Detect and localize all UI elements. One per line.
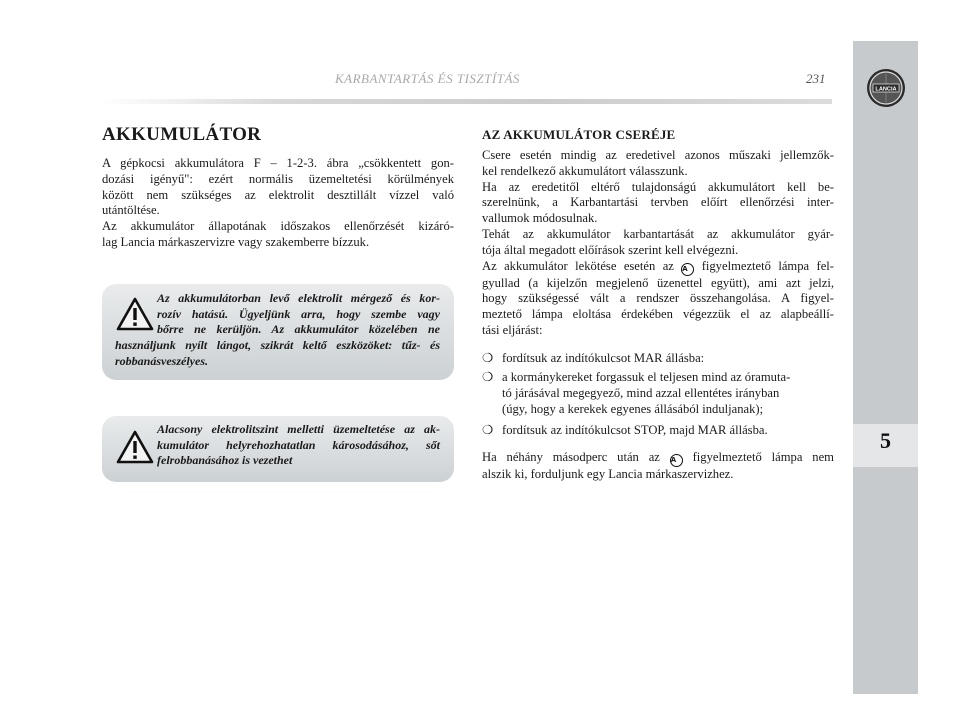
chapter-sidebar	[853, 41, 918, 694]
body-line: hogy szükségessé vált a rendszer összehangolása. A figyel-	[482, 291, 834, 306]
warning-box-electrolyte	[102, 284, 454, 380]
final-text-before: Ha néhány másodperc után az	[482, 450, 670, 464]
header-rule	[102, 99, 832, 104]
final-line-2: alszik ki, forduljunk egy Lancia márkaszervizhez.	[482, 467, 734, 481]
intro-line: között nem szükséges az elektrolit desztillált vízzel való	[102, 187, 454, 202]
body-line: Tehát az akkumulátor karbantartását az akkumulátor gyár-	[482, 226, 834, 241]
warning-line: felrobbanásához is vezethet	[157, 453, 293, 468]
body-line: Csere esetén mindig az eredetivel azonos műszaki jellemzők-	[482, 148, 834, 162]
warning-triangle-icon	[116, 430, 154, 464]
body-line: vallumok módosulnak.	[482, 211, 598, 226]
intro-line: dozási igényű": ezért normális üzemeltetési körülmények	[102, 171, 454, 186]
replacement-paragraph	[482, 148, 834, 339]
intro-line: A gépkocsi akkumulátora F – 1-2-3. ábra „csökkentett gon-	[102, 156, 454, 170]
lancia-logo-icon	[866, 68, 906, 108]
bullet-circle-icon: ❍	[482, 370, 494, 384]
warning-line: kumulátor helyrehozhatatlan károsodásához, sőt	[157, 437, 440, 452]
warning-line: robbanásveszélyes.	[115, 353, 208, 368]
intro-line: Az akkumulátor állapotának időszakos ellenőrzését kizáró-	[102, 219, 454, 234]
body-line: tója által megadott előírások szerint kell elvégezni.	[482, 242, 739, 257]
power-steering-warning-icon: A	[670, 454, 683, 467]
body-line: szerelnünk, a Karbantartási tervben előírt ellenőrzési inter-	[482, 195, 834, 210]
warning-line: bőrre ne kerüljön. Az akkumulátor közelében ne	[157, 322, 440, 337]
bullet-text: fordítsuk az indítókulcsot STOP, majd MAR állásba.	[502, 423, 768, 437]
bullet-text: a kormánykereket forgassuk el teljesen mind az óramuta- tó járásával megegyező, mind azzal ellentétes irányban (úgy, hogy a kerekek egyenes állásából induljanak);	[502, 370, 791, 416]
intro-line: utántöltése.	[102, 203, 160, 218]
list-item	[482, 370, 834, 418]
warning-triangle-icon	[116, 297, 154, 331]
bullet-circle-icon: ❍	[482, 351, 494, 365]
warning-line: rozív hatású. Ügyeljünk arra, hogy szembe vagy	[157, 306, 440, 321]
logo-text: LANCIA	[875, 86, 897, 93]
warning-line: Alacsony elektrolitszint melletti üzemeltetése az ak-	[157, 422, 440, 436]
warning-line: Az akkumulátorban levő elektrolit mérgező és kor-	[157, 291, 440, 305]
list-item	[482, 423, 834, 439]
body-line: kel rendelkező akkumulátort válasszunk.	[482, 163, 688, 178]
body-line: Ha az eredetitől eltérő tulajdonságú akkumulátort kell be-	[482, 179, 834, 194]
list-item	[482, 351, 834, 367]
power-steering-warning-icon: A	[681, 263, 694, 276]
lamp-text-before: Az akkumulátor lekötése esetén az	[482, 258, 682, 273]
final-paragraph	[482, 450, 834, 483]
body-line: tási eljárást:	[482, 322, 543, 337]
section-title: AKKUMULÁTOR	[102, 124, 262, 145]
intro-paragraph	[102, 156, 454, 251]
lamp-line	[482, 259, 834, 276]
body-line: gyullad (a kijelzőn megjelenő üzenettel együtt), ami azt jelzi,	[482, 275, 834, 290]
bullet-circle-icon: ❍	[482, 423, 494, 437]
chapter-number: 5	[880, 428, 891, 453]
warning-line: használjunk nyílt lángot, szikrát keltő eszközöket: tűz- és	[115, 338, 440, 352]
body-line: meztető lámpa eloltása érdekében végezzük el az alapbeállí-	[482, 307, 834, 322]
subsection-title: AZ AKKUMULÁTOR CSERÉJE	[482, 127, 676, 142]
running-header-title: KARBANTARTÁS ÉS TISZTÍTÁS	[335, 71, 520, 86]
bullet-text: fordítsuk az indítókulcsot MAR állásba:	[502, 351, 705, 365]
page-number: 231	[806, 71, 826, 86]
final-text-after: figyelmeztető lámpa nem	[682, 450, 834, 464]
final-line	[482, 450, 834, 467]
lamp-text-after: figyelmeztető lámpa fel-	[694, 258, 834, 273]
intro-line: lag Lancia márkaszervizre vagy szakemberre bízzuk.	[102, 234, 370, 249]
warning-box-low-electrolyte	[102, 416, 454, 482]
